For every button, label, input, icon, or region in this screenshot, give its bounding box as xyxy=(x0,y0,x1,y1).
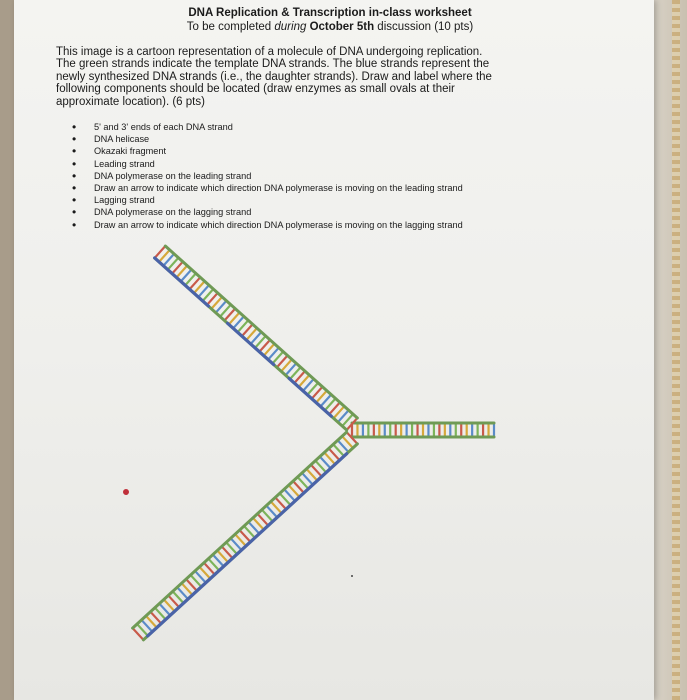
ink-speck xyxy=(351,575,353,577)
bullet-icon: • xyxy=(72,168,77,183)
subtitle-emphasis: during xyxy=(274,21,307,33)
intro-line: This image is a cartoon representation of a molecule of DNA undergoing replication. xyxy=(56,46,483,58)
list-item-text: DNA polymerase on the lagging strand xyxy=(94,207,252,218)
list-item-text: Lagging strand xyxy=(94,195,155,206)
bullet-icon: • xyxy=(72,120,77,134)
red-ink-dot xyxy=(123,489,129,495)
list-item-text: DNA polymerase on the leading strand xyxy=(94,170,252,181)
subtitle-prefix: To be completed xyxy=(186,21,275,33)
list-item-text: DNA helicase xyxy=(94,134,150,145)
bullet-icon: • xyxy=(72,217,77,232)
bullet-icon: • xyxy=(72,205,77,220)
intro-line: following components should be located (draw enzymes as small ovals at their xyxy=(56,83,455,96)
bullet-icon: • xyxy=(72,156,77,171)
upper-arm-strand-b xyxy=(165,246,357,418)
intro-line: newly synthesized DNA strands (i.e., the daughter strands). Draw and label where the xyxy=(56,70,492,83)
list-item-text: Draw an arrow to indicate which direction DNA polymerase is moving on the lagging strand xyxy=(94,219,463,230)
worksheet-title: DNA Replication & Transcription in-class worksheet xyxy=(188,7,472,19)
bullet-icon: • xyxy=(72,144,77,159)
lower-arm-daughter-strand xyxy=(148,454,347,636)
list-item-text: Leading strand xyxy=(94,158,155,169)
bullet-icon: • xyxy=(72,132,77,147)
list-item-text: Draw an arrow to indicate which direction DNA polymerase is moving on the leading strand xyxy=(94,183,463,194)
list-item-text: 5' and 3' ends of each DNA strand xyxy=(94,122,233,132)
bullet-icon: • xyxy=(72,193,77,208)
subtitle-date: October 5th xyxy=(309,21,375,33)
upper-arm-daughter-strand xyxy=(155,258,209,306)
lower-arm-strand-a xyxy=(133,432,347,628)
intro-line: The green strands indicate the template DNA strands. The blue strands represent the xyxy=(56,58,490,71)
bullet-icon: • xyxy=(72,181,77,196)
subtitle-rest: discussion (10 pts) xyxy=(374,21,474,33)
intro-line: approximate location). (6 pts) xyxy=(56,95,205,108)
list-item-text: Okazaki fragment xyxy=(94,146,166,157)
